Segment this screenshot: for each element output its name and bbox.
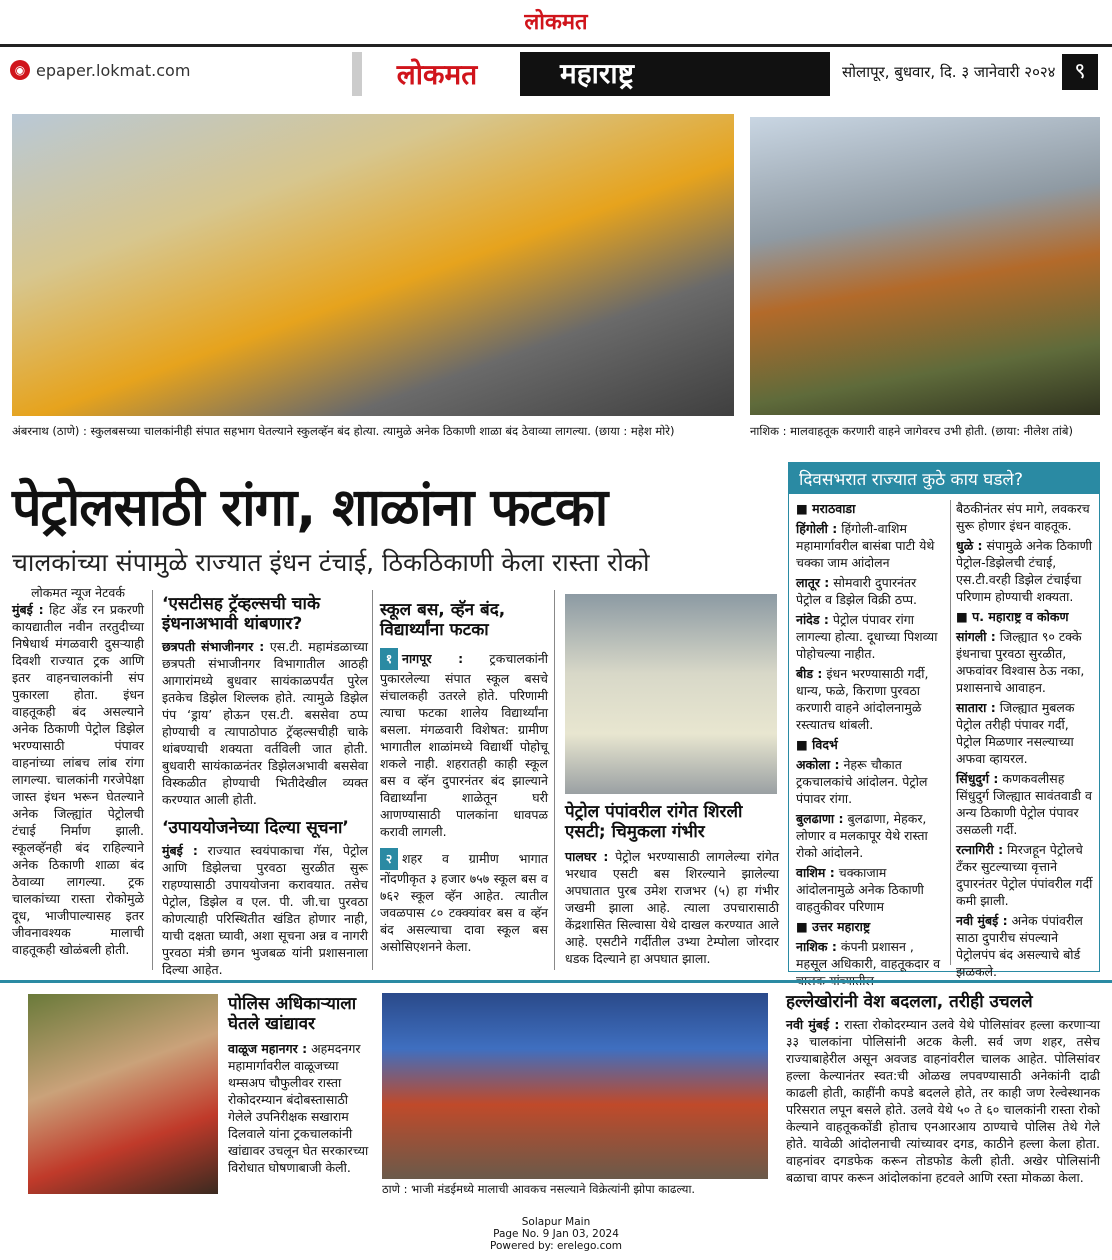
sidebox-item-text: कंपनी प्रशासन , महसूल अधिकारी, वाहतूकदार व [796,939,941,971]
sidebox-item [796,864,944,915]
sidebox-item-text: चक्काजाम आंदोलनामुळे अनेक ठिकाणी वाहतुकीवर परिणाम [796,865,924,914]
photo-trucks [750,117,1100,415]
school-item2-text: शहर व ग्रामीण भागात नोंदणीकृत ३ हजार ७५७ स्कूल बस व ७६२ स्कूल व्हॅन आहेत. त्यातील जवळपास ८० टक्क्यांवर बस व व्हॅन बंद असल्याचा दावा स्कूल बस असोसिएशनने केला. [380,851,548,954]
sidebox-item-text: इंधन भरण्यासाठी गर्दी, धान्य, फळे, किराणा पुरवठा करणारी वाहने आंदोलनामुळे रस्त्यातच थांबली. [796,666,929,732]
page-number: ९ [1062,54,1098,90]
police-story [228,994,374,1176]
photo-petrol-pump [565,594,777,794]
sidebox-item-place: वाशिम : [796,865,835,880]
police-story-text: अहमदनगर महामार्गावरील वाळूजच्या थम्सअप चौफुलीवर रास्ता रोकोदरम्यान बंदोबस्तासाठी गेलेले उपनिरीक्षक सखाराम दिलवाले यांना ट्रकचालकांनी खांद्यावर उचलून घेत सरकारच्या विरोधात घोषणाबाजी केली. [228,1041,369,1175]
sidebox-title: दिवसभरात राज्यात कुठे काय घडले? [789,463,1099,494]
sidebox-section-heading: ■ उत्तर महाराष्ट्र [796,919,871,934]
column-rule [950,500,951,965]
sidebox-item [956,537,1096,605]
epaper-link[interactable] [10,60,190,80]
sidebox-item-place: बुलढाणा : [796,811,844,826]
sidebox-item [796,574,944,608]
school-story [380,600,548,955]
sidebox-item-text: पेट्रोल पंपावर रांगा लागल्या होत्या. दूधाच्या पिशव्या पोहोचल्या नाहीत. [796,612,938,661]
main-subhead: चालकांच्या संपामुळे राज्यात इंधन टंचाई, ठिकठिकाणी केला रास्ता रोको [12,548,650,577]
sidebox-col1 [796,500,944,992]
sidebox-item [956,841,1096,909]
sidebox-item-text: हिंगोली-वाशिम महामार्गावरील बासंबा पाटी येथे चक्का जाम आंदोलन [796,521,935,570]
attack-story [786,992,1100,1186]
footer-page: Page No. 9 Jan 03, 2024 [493,1228,619,1240]
sidebox-item-place: सातारा : [956,700,996,715]
epaper-url: epaper.lokmat.com [36,60,191,80]
footer-powered: Powered by: erelego.com [489,1240,623,1252]
section-divider [0,980,1112,983]
sidebox-item-text: संपामुळे अनेक ठिकाणी पेट्रोल-डिझेलची टंचाई, एस.टी.वरही डिझेल टंचाईचा परिणाम होण्याची शक्यता. [956,538,1092,604]
main-headline: पेट्रोलसाठी रांगा, शाळांना फटका [12,478,608,538]
sidebox-item [796,810,944,861]
pump-story-title: पेट्रोल पंपांवरील रांगेत शिरली एसटी; चिमुकला गंभीर [565,802,743,842]
sidebox-item [796,520,944,571]
sidebox-item [956,699,1096,767]
sidebox-section-heading: ■ विदर्भ [796,737,838,752]
sidebox-item-text: अनेक पंपांवरील साठा दुपारीच संपल्याने पेट्रोलपंप बंद असल्याचे बोर्ड झळकले. [956,913,1083,979]
measures-story-place: मुंबई : [162,843,198,858]
sidebox-item [956,912,1096,980]
caption-trucks: नाशिक : मालवाहतूक करणारी वाहने जागेवरच उभी होती. (छाया: नीलेश तांबे) [750,424,1073,438]
attack-story-text: रास्ता रोकोदरम्यान उलवे येथे पोलिसांवर हल्ला करणाऱ्या ३३ चालकांना पोलिसांनी अटक केली. सर्व जण शहर, तसेच राज्याबाहेरील असून अवजड वाहनांवरील चालक आहेत. पोलिसांवर हल्ला केल्यानंतर स्वत:ची ओळख लपवण्यासाठी अनेकांनी दाढी काढली होती, काहींनी कपडे बदलले होते, तर काही जण रेल्वेस्थानक परिसरात लपून बसले होते. उलवे येथे ५० ते ६० चालकांनी रास्ता रोको केल्याने वाहतूककोंडी होताच एनआरआय ठाण्याचे पोलिस तेथे गेले होते. यावेळी आंदोलनाची त्यांच्यावर दगड, काठीने हल्ला केला होता. वाहनांवर दगडफेक करून तोडफोड केली होती. अखेर पोलिसांनी बळाचा वापर करून आंदोलकांना हटवले आणि रस्ता मोकळा केला. [786,1017,1100,1185]
attack-story-title: हल्लेखोरांनी वेश बदलला, तरीही उचलले [786,992,1033,1012]
attack-story-place: नवी मुंबई : [786,1017,840,1032]
caption-vegetable-market: ठाणे : भाजी मंडईमध्ये मालाची आवकच नसल्याने विक्रेत्यांनी झोपा काढल्या. [382,1182,696,1196]
st-story-title: ‘एसटीसह ट्रॅव्हल्सची चाके इंधनाअभावी थांबणार? [162,594,321,634]
sidebox-item [956,628,1096,696]
sidebox-item-place: अकोला : [796,757,840,772]
sidebox-col2 [956,500,1096,983]
sidebox-item-place: रत्नागिरी : [956,842,1004,857]
measures-story-title: ‘उपाययोजनेच्या दिल्या सूचना’ [162,818,349,838]
school-item1-place: नागपूर : [402,651,464,666]
sidebox-item-place: सिंधुदुर्ग : [956,771,999,786]
pump-story-text: पेट्रोल भरण्यासाठी लागलेल्या रांगेत भरधाव एसटी बस शिरल्याने झालेल्या अपघातात पुरब उमेश राजभर (५) हा गंभीर जखमी झाला आहे. त्याला उपचारासाठी केंद्रशासित सिल्वासा येथे दाखल करण्यात आले आहे. एसटीने गर्दीतील उभ्या टेम्पोला जोरदार धडक दिल्याने हा अपघात झाला. [565,849,779,966]
sidebox-item [796,665,944,733]
sidebox-item-place: सांगली : [956,629,996,644]
section-name: महाराष्ट्र [520,52,830,96]
police-story-title: पोलिस अधिकाऱ्याला घेतले खांद्यावर [228,994,357,1034]
sidebox-item-text: बुलढाणा, मेहकर, लोणार व मलकापूर येथे रास्ता रोको आंदोलने. [796,811,928,860]
footer [0,1216,1112,1252]
column-rule [372,590,373,970]
main-story-text: हिट अँड रन प्रकरणी कायद्यातील नवीन तरतुदीच्या निषेधार्थ मंगळवारी दुसऱ्याही दिवशी राज्यात ट्रक आणि इतर वाहनचालकांनी संप पुकारला होता. इंधन वाहतूकही बंद असल्याने अनेक ठिकाणी पेट्रोल डिझेल भरण्यासाठी पंपावर वाहनांच्या लांबच लांब रांगा लागल्या. चालकांनी गरजेपेक्षा जास्त इंधन भरून घेतल्याने अनेक जिल्ह्यांत पेट्रोलची टंचाई निर्माण झाली. स्कूलव्हॅनही बंद राहिल्याने अनेक ठिकाणी शाळा बंद ठेवाव्या लागल्या. ट्रक चालकांच्या रास्ता रोकोमुळे दूध, भाजीपाल्यासह इतर जीवनावश्यक मालाची वाहतूकही खोळंबली होती. [12,602,144,957]
main-story-place: मुंबई : [12,602,44,617]
sidebox-item-text: जिल्ह्यात मुबलक पेट्रोल तरीही पंपावर गर्दी, पेट्रोल मिळणार नसल्याच्या अफवा व्हायरल. [956,700,1075,766]
sidebox-item-place: नवी मुंबई : [956,913,1008,928]
column-rule [554,590,555,970]
sidebox-text: बैठकीनंतर संप मागे, लवकरच सुरू होणार इंधन वाहतूक. [956,501,1090,533]
photo-police-officer [28,994,218,1194]
sidebox-item-text: नेहरू चौकात ट्रकचालकांचे आंदोलन. पेट्रोल पंपावर रांगा. [796,757,928,806]
st-story-text: एस.टी. महामंडळाच्या छत्रपती संभाजीनगर विभागातील आठही आगारांमध्ये बुधवार सायंकाळपर्यंत पुरेल इतकेच डिझेल शिल्लक होते. त्यामुळे डिझेल पंप ‘ड्राय’ होऊन एस.टी. बससेवा ठप्प होण्याची व त्यापाठोपाठ ट्रॅव्हल्सचीही चाके थांबण्याची शक्यता वर्तविली जात होती. बुधवारी सायंकाळनंतर डिझेलअभावी बससेवा विस्कळीत होण्याची भितीदेखील व्यक्त करण्यात आली होती. [162,639,368,807]
sidebox-section-heading: ■ प. महाराष्ट्र व कोकण [956,609,1069,624]
photo-school-buses [12,114,734,416]
pump-story [565,802,779,967]
sidebox-item-place: लातूर : [796,575,830,590]
sidebox-item-place: हिंगोली : [796,521,838,536]
caption-school-buses: अंबरनाथ (ठाणे) : स्कुलबसच्या चालकांनीही संपात सहभाग घेतल्याने स्कुलव्हॅन बंद होत्या. त्यामुळे अनेक ठिकाणी शाळा बंद ठेवाव्या लागल्या. (छाया : महेश मोरे) [12,424,675,438]
main-story [12,584,144,958]
st-story-place: छत्रपती संभाजीनगर : [162,639,265,654]
sidebox-item-place: धुळे : [956,538,983,553]
pump-story-place: पालघर : [565,849,609,864]
sidebox-item-place: नांदेड : [796,612,829,627]
measures-story-text: राज्यात स्वयंपाकाचा गॅस, पेट्रोल आणि डिझेलचा पुरवठा सुरळीत सुरू राहण्यासाठी उपाययोजना करावयात. तसेच पेट्रोल, डिझेल व एल. पी. जी.चा पुरवठा कोणत्याही परिस्थितीत खंडित होणार नाही, याची दक्षता घ्यावी, अशा सूचना अन्न व नागरी पुरवठा मंत्री छगन भुजबळ यांनी प्रशासनाला दिल्या आहेत. [162,843,368,977]
sidebox-item-place: नाशिक : [796,939,837,954]
brand-logo: लोकमत [352,52,512,96]
item-number-badge: २ [380,848,398,870]
police-story-place: वाळूज महानगर : [228,1041,308,1056]
sidebox-item [956,770,1096,838]
measures-story [162,818,368,978]
sidebox-item-text: सोमवारी दुपारनंतर पेट्रोल व डिझेल विक्री ठप्प. [796,575,918,607]
sidebox-item-text: मिरजहून पेट्रोलचे टँकर सुटल्याच्या वृत्ताने दुपारनंतर पेट्रोल पंपांवरील गर्दी कमी झाली. [956,842,1093,908]
column-rule [152,590,153,970]
sidebox-item [796,611,944,662]
sidebox-item-text: जिल्ह्यात ९० टक्के इंधनाचा पुरवठा सुरळीत, अफवांवर विश्वास ठेऊ नका, प्रशासनाचे आवाहन. [956,629,1085,695]
byline: लोकमत न्यूज नेटवर्क [31,585,125,600]
top-logo: लोकमत [524,9,588,35]
sidebox-item [796,756,944,807]
sidebox-item-place: बीड : [796,666,823,681]
lokmat-circle-icon: ◉ [10,60,30,80]
item-number-badge: १ [380,648,398,670]
school-story-title: स्कूल बस, व्हॅन बंद, विद्यार्थ्यांना फटका [380,600,506,640]
footer-edition: Solapur Main [521,1216,591,1228]
sidebox-item-text: कणकवलीसह सिंधुदुर्ग जिल्ह्यात सावंतवाडी व अन्य ठिकाणी पेट्रोल पंपावर उसळली गर्दी. [956,771,1092,837]
st-story [162,594,368,808]
sidebox-section-heading: ■ मराठवाडा [796,501,856,516]
dateline: सोलापूर, बुधवार, दि. ३ जानेवारी २०२४ [842,63,1056,81]
school-item1-text: ट्रकचालकांनी पुकारलेल्या संपात स्कूल बसचे संचालकही उतरले होते. परिणामी त्याचा फटका शालेय विद्यार्थ्यांना बसला. मंगळवारी विशेषत: ग्रामीण भागातील शाळांमध्ये विद्यार्थी पोहोचू शकले नाही. शहरातही काही स्कूल बस व व्हॅन दुपारनंतर बंद झाल्याने विद्यार्थ्यांना शाळेतून घरी आणण्यासाठी पालकांना धावपळ करावी लागली. [380,651,548,839]
photo-vegetable-market [382,993,768,1179]
